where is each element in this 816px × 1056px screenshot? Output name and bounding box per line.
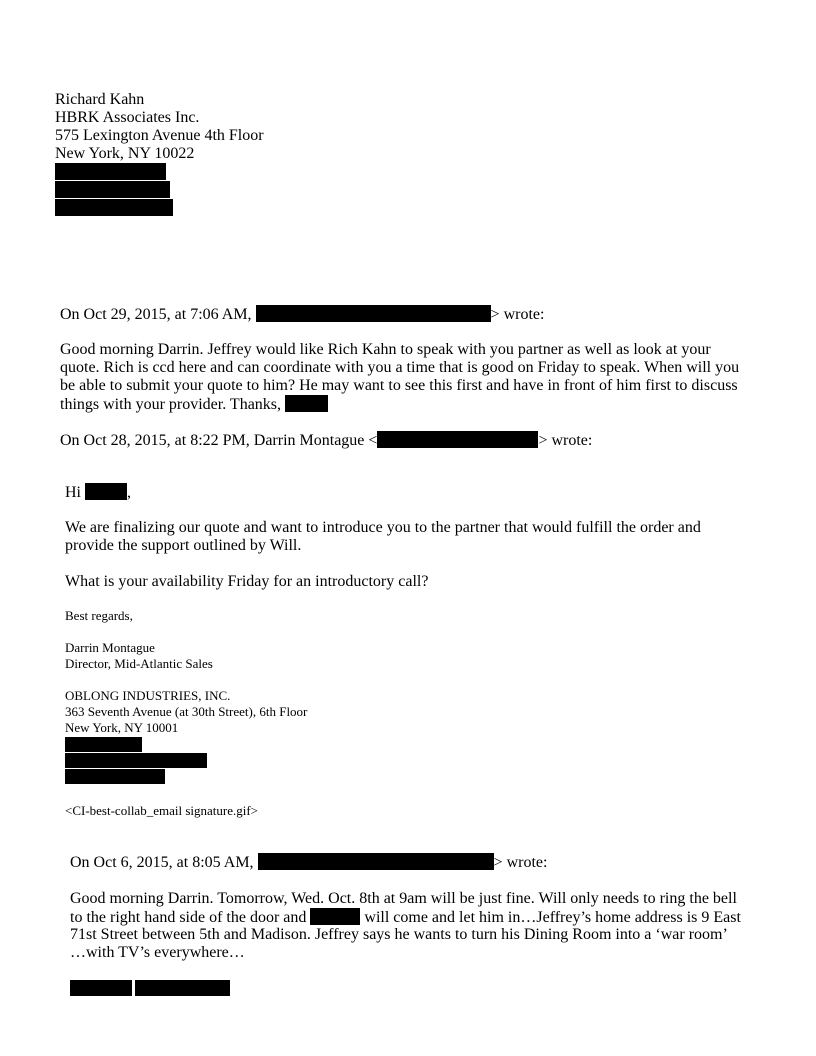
redaction-bar (377, 431, 538, 448)
closing: Best regards, (65, 608, 133, 623)
redaction-bar (55, 163, 166, 180)
email-header-suffix: > wrote: (490, 306, 545, 323)
email-header-prefix: On Oct 29, 2015, at 7:06 AM, (60, 306, 252, 323)
email-body-text: things with your provider. Thanks, (60, 396, 282, 413)
header-company: HBRK Associates Inc. (55, 109, 200, 126)
redaction-bar (70, 980, 132, 996)
email-body-line (60, 395, 328, 414)
attachment-placeholder: <CI-best-collab_email signature.gif> (65, 803, 258, 818)
redaction-bar (258, 853, 494, 870)
greeting-comma: , (127, 484, 131, 501)
email-body-text: to the right hand side of the door and (70, 909, 307, 926)
email-body-line: 71st Street between 5th and Madison. Jeffrey says he wants to turn his Dining Room into a ‘war room’ (70, 926, 728, 943)
redaction-bar (55, 199, 173, 216)
redaction-bar (65, 769, 165, 784)
redaction-bar (285, 395, 328, 412)
email-body-line: …with TV’s everywhere… (70, 944, 245, 961)
header-name: Richard Kahn (55, 91, 145, 108)
company-city: New York, NY 10001 (65, 720, 179, 735)
company-address: 363 Seventh Avenue (at 30th Street), 6th Floor (65, 704, 308, 719)
greeting (65, 483, 131, 502)
redaction-bar (65, 753, 207, 768)
email-header-suffix: > wrote: (538, 432, 593, 449)
greeting-hi: Hi (65, 484, 81, 501)
redaction-bar (55, 181, 170, 198)
email-header-suffix: > wrote: (493, 854, 548, 871)
email-header-oct29 (60, 305, 544, 324)
redaction-bar (135, 980, 230, 996)
company-name: OBLONG INDUSTRIES, INC. (65, 688, 231, 703)
email-body-line: What is your availability Friday for an introductory call? (65, 573, 429, 590)
email-body-line (70, 908, 741, 927)
redaction-bar (65, 737, 142, 752)
redaction-bar (310, 908, 360, 925)
header-address: 575 Lexington Avenue 4th Floor (55, 127, 264, 144)
email-header-prefix: On Oct 6, 2015, at 8:05 AM, (70, 854, 254, 871)
email-body-line: be able to submit your quote to him? He may want to see this first and have in front of him first to discuss (60, 377, 738, 394)
email-header-oct6 (70, 853, 547, 872)
email-header-oct28 (60, 431, 592, 450)
email-body-line: quote. Rich is ccd here and can coordinate with you a time that is good on Friday to speak. When will you (60, 359, 740, 376)
redaction-bar (85, 483, 127, 500)
signature-title: Director, Mid-Atlantic Sales (65, 656, 213, 671)
signature-name: Darrin Montague (65, 640, 155, 655)
email-header-prefix: On Oct 28, 2015, at 8:22 PM, Darrin Montague < (60, 432, 378, 449)
email-body-line: provide the support outlined by Will. (65, 537, 302, 554)
email-body-line: Good morning Darrin. Tomorrow, Wed. Oct. 8th at 9am will be just fine. Will only needs to ring the bell (70, 890, 737, 907)
email-body-text: will come and let him in…Jeffrey’s home address is 9 East (364, 909, 741, 926)
header-city: New York, NY 10022 (55, 145, 195, 162)
email-body-line: Good morning Darrin. Jeffrey would like Rich Kahn to speak with you partner as well as look at your (60, 341, 711, 358)
email-body-line: We are finalizing our quote and want to introduce you to the partner that would fulfill the order and (65, 519, 701, 536)
redaction-bar (256, 305, 491, 322)
